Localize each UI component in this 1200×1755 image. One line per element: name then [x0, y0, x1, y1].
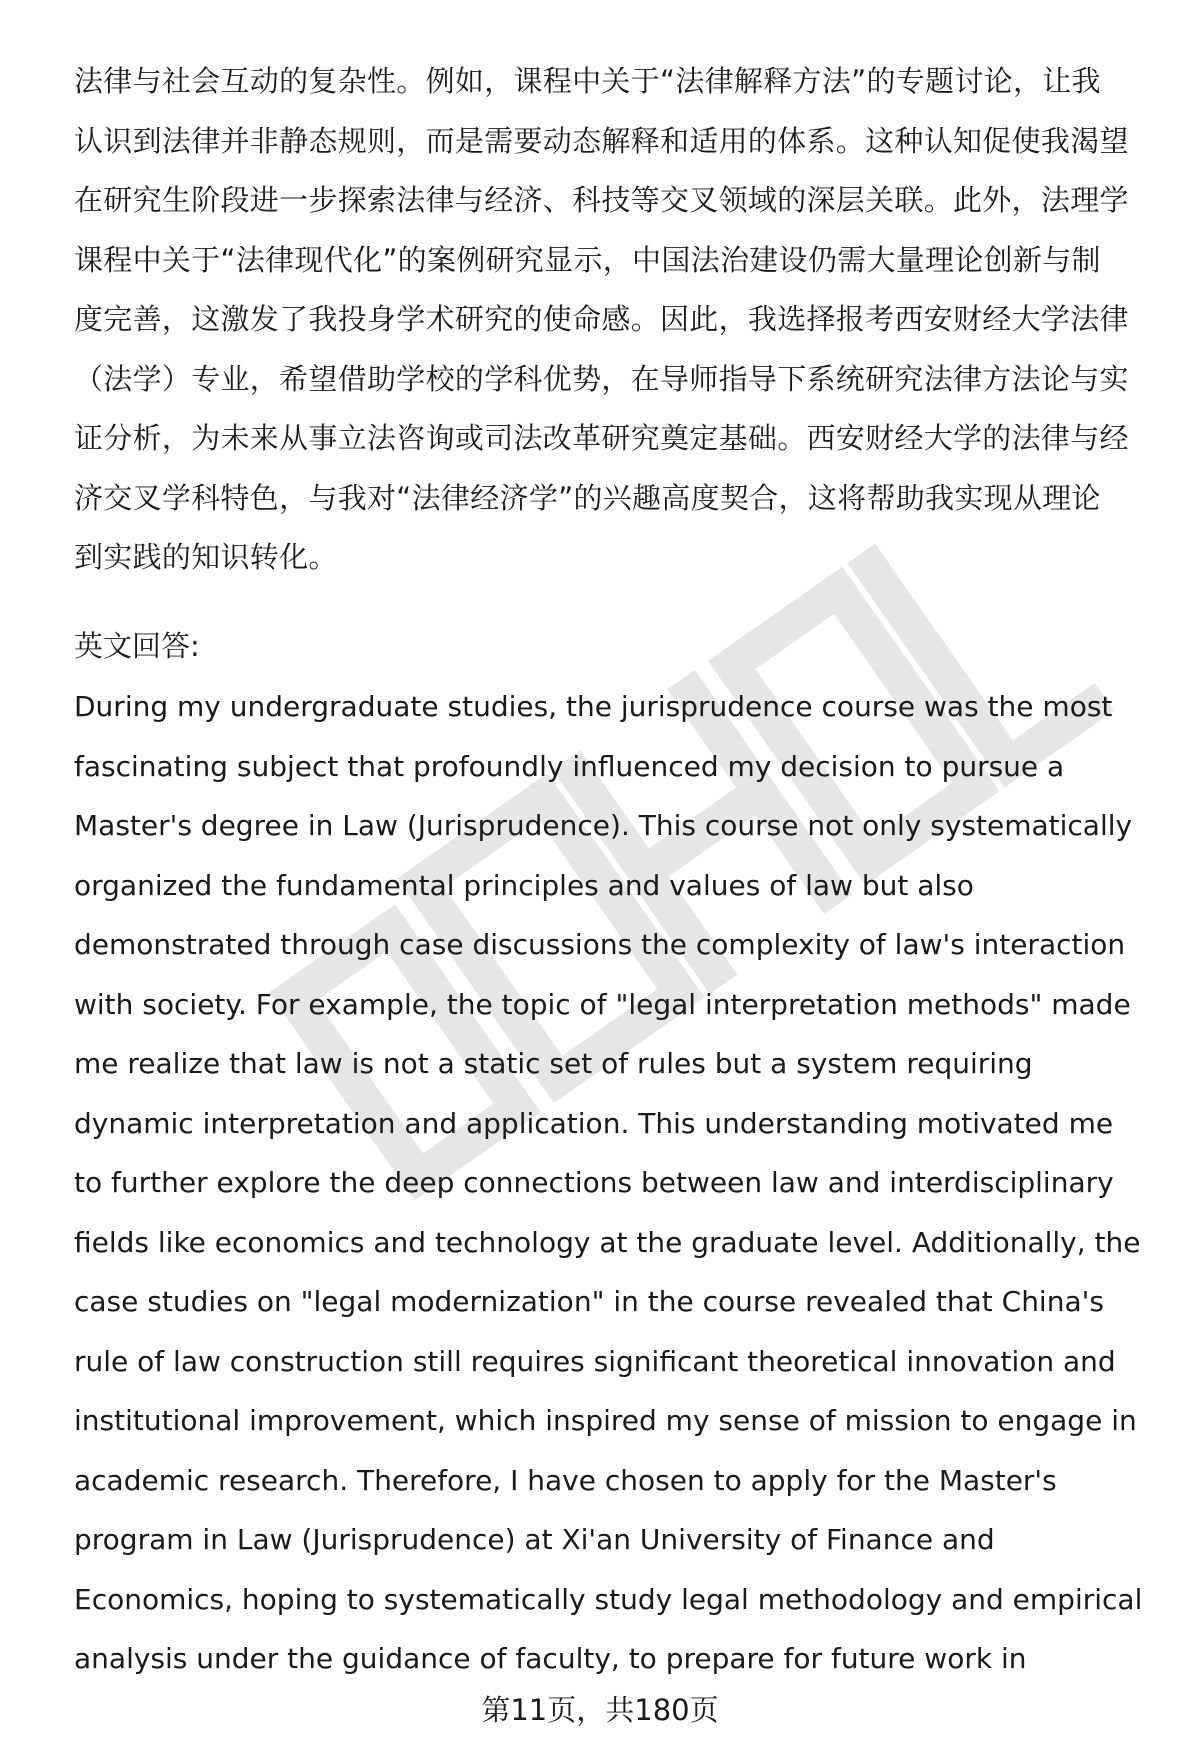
chinese-line: 到实践的知识转化。 [74, 540, 338, 574]
english-line: rule of law construction still requires significant theoretical innovation and [74, 1344, 1116, 1378]
english-line: program in Law (Jurisprudence) at Xi'an University of Finance and [74, 1523, 995, 1556]
page-number-footer: 第11页，共180页 [481, 1693, 719, 1727]
english-line: to further explore the deep connections between law and interdisciplinary [74, 1166, 1114, 1199]
chinese-line: （法学）专业，希望借助学校的学科优势，在导师指导下系统研究法律方法论与实 [74, 361, 1129, 396]
english-line: organized the fundamental principles and values of law but also [74, 868, 974, 902]
english-line: During my undergraduate studies, the jurisprudence course was the most [74, 690, 1113, 723]
chinese-line: 济交叉学科特色，与我对“法律经济学”的兴趣高度契合，这将帮助我实现从理论 [74, 480, 1101, 515]
english-line: fields like economics and technology at the graduate level. Additionally, the [74, 1225, 1141, 1259]
english-line: with society. For example, the topic of "legal interpretation methods" made [74, 987, 1131, 1021]
english-line: fascinating subject that profoundly influenced my decision to pursue a [74, 749, 1065, 783]
english-line: institutional improvement, which inspired my sense of mission to engage in [74, 1404, 1137, 1437]
chinese-line: 法律与社会互动的复杂性。例如，课程中关于“法律解释方法”的专题讨论，让我 [74, 64, 1101, 98]
english-answer-heading: 英文回答: [74, 629, 200, 663]
english-line: analysis under the guidance of faculty, to prepare for future work in [74, 1642, 1027, 1675]
english-line: academic research. Therefore, I have chosen to apply for the Master's [74, 1463, 1057, 1497]
english-line: case studies on "legal modernization" in the course revealed that China's [74, 1285, 1104, 1318]
chinese-line: 课程中关于“法律现代化”的案例研究显示，中国法治建设仍需大量理论创新与制 [74, 242, 1101, 277]
chinese-paragraph [74, 52, 1134, 588]
english-paragraph [74, 677, 1154, 1689]
chinese-line: 证分析，为未来从事立法咨询或司法改革研究奠定基础。西安财经大学的法律与经 [74, 421, 1129, 455]
english-line: Master's degree in Law (Jurisprudence). This course not only systematically [74, 809, 1133, 842]
chinese-line: 认识到法律并非静态规则，而是需要动态解释和适用的体系。这种认知促使我渴望 [74, 123, 1129, 158]
english-line: dynamic interpretation and application. This understanding motivated me [74, 1106, 1114, 1140]
english-line: Economics, hoping to systematically study legal methodology and empirical [74, 1582, 1143, 1616]
english-line: demonstrated through case discussions the complexity of law's interaction [74, 928, 1126, 961]
chinese-line: 在研究生阶段进一步探索法律与经济、科技等交叉领域的深层关联。此外，法理学 [74, 183, 1129, 217]
english-line: me realize that law is not a static set of rules but a system requiring [74, 1047, 1033, 1080]
chinese-line: 度完善，这激发了我投身学术研究的使命感。因此，我选择报考西安财经大学法律 [74, 302, 1129, 336]
